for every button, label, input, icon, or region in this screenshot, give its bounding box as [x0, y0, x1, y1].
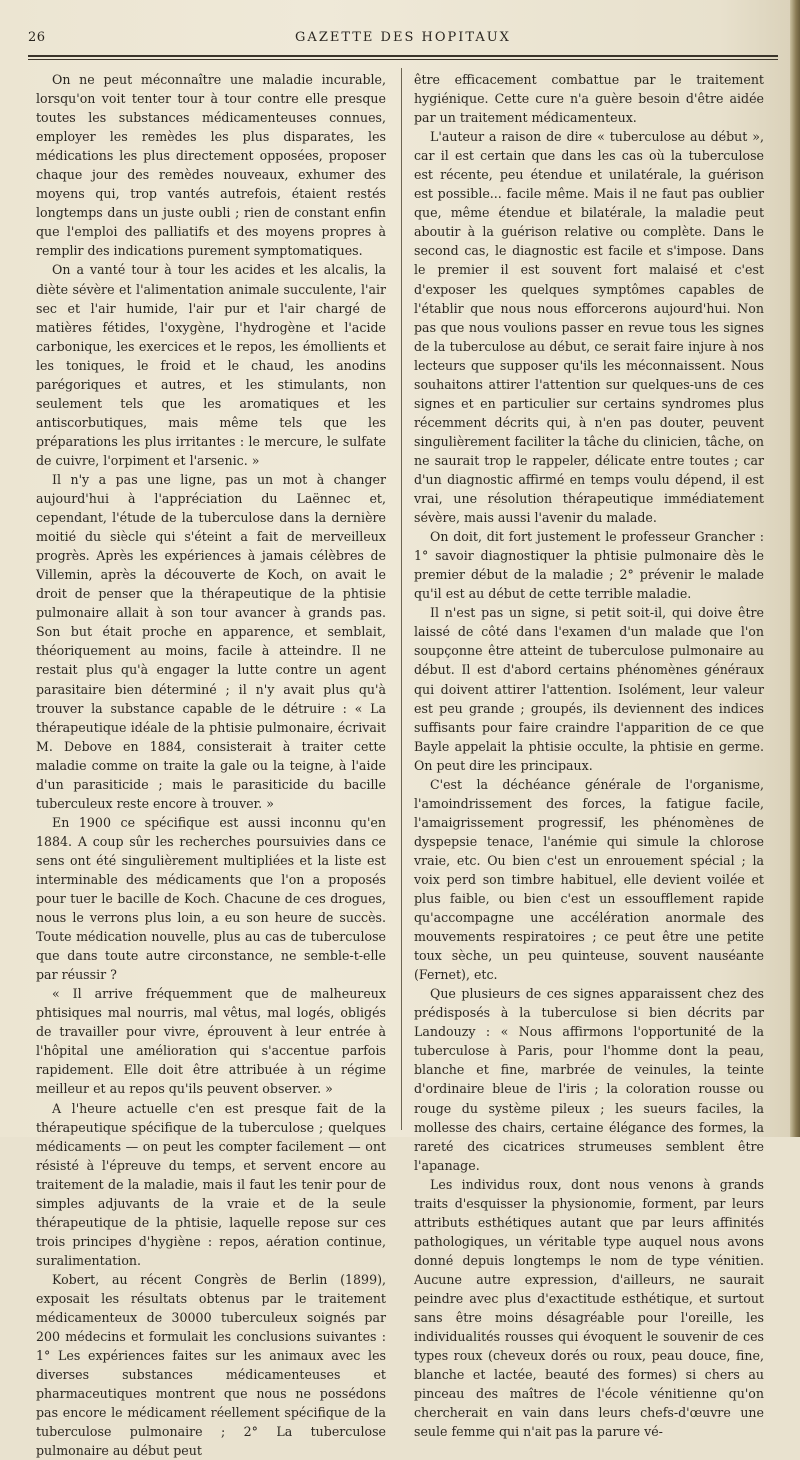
paragraph: « Il arrive fréquemment que de malheureux phtisiques mal nourris, mal vêtus, mal logés, obligés de travailler pour vivre, éprouvent à leur entrée à l'hôpital une amélioration qui s'accentue parfois rapidement. Elle doit être attribuée à un régime meilleur et au repos qu'ils peuvent observer. » — [36, 986, 386, 1097]
paragraph: En 1900 ce spécifique est aussi inconnu qu'en 1884. A coup sûr les recherches poursuivies dans ce sens ont été singulièrement multipliées et la liste est interminable des médicaments que l'on a proposés pour tuer le bacille de Koch. Chacune de ces drogues, nous le verrons plus loin, a eu son heure de succès. Toute médication nouvelle, plus au cas de tuberculose que dans toute autre circonstance, ne semble-t-elle par réussir ? — [36, 814, 386, 983]
paragraph: Il n'y a pas une ligne, pas un mot à changer aujourd'hui à l'appréciation du Laënnec et, cependant, l'étude de la tuberculose dans la dernière moitié du siècle qui s'éteint a fait de merveilleux progrès. Après les expériences à jamais célèbres de Villemin, après la découverte de Koch, on avait le droit de penser que la thérapeutique de la phtisie pulmonaire allait à son tour avancer à grands pas. Son but était proche en apparence, et semblait, théoriquement au moins, facile à atteindre. Il ne restait plus qu'à engager la lutte contre un agent parasitaire bien déterminé ; il n'y avait plus qu'à trouver la substance capable de le détruire : « La thérapeutique idéale de la phtisie pulmonaire, écrivait M. Debove en 1884, consisterait à traiter cette maladie comme on traite la gale ou la teigne, à l'aide d'un parasiticide ; mais le parasiticide du bacille tuberculeux reste encore à trouver. » — [36, 471, 386, 811]
header-rule-thick — [28, 55, 778, 57]
paragraph: Que plusieurs de ces signes apparaissent chez des prédisposés à la tuberculose si bien décrits par Landouzy : « Nous affirmons l'opportunité de la tuberculose à Paris, pour l'homme dont la peau, blanche et fine, marbrée de veinules, la teinte d'ordinaire bleue de l'iris ; la coloration rousse ou rouge du système pileux ; les sueurs faciles, la mollesse des chairs, certaine élégance des formes, la rareté des cicatrices strumeuses semblent être l'apanage. — [414, 986, 764, 1173]
header-rule-thin — [28, 59, 778, 60]
paragraph: Les individus roux, dont nous venons à grands traits d'esquisser la physionomie, forment, par leurs attributs esthétiques autant que par leurs affinités pathologiques, un véritable type auquel nous avons donné depuis longtemps le nom de type vénitien. Aucune autre expression, d'ailleurs, ne saurait peindre avec plus d'exactitude esthétique, et surtout sans être moins désagréable pour l'oreille, les individualités rousses qui évoquent le souvenir de ces types roux (cheveux dorés ou roux, peau douce, fine, blanche et lactée, beauté des formes) si chers au pinceau des maîtres de l'école vénitienne qu'on chercherait en vain dans leurs chefs-d'œuvre une seule femme qui n'ait pas la parure vé- — [414, 1176, 764, 1440]
page-header — [28, 30, 778, 52]
paragraph: On doit, dit fort justement le professeur Grancher : 1° savoir diagnostiquer la phtisie pulmonaire dès le premier début de la maladie ; 2° prévenir le malade qu'il est au début de cette terrible maladie. — [414, 529, 764, 602]
journal-title: GAZETTE DES HOPITAUX — [295, 30, 511, 45]
paragraph: Kobert, au récent Congrès de Berlin (1899), exposait les résultats obtenus par le traitement médicamenteux de 30000 tuberculeux soignés par 200 médecins et formulait les conclusions suivantes : 1° Les expériences faites sur les animaux avec les diverses substances médicamenteuses et pharmaceutiques montrent que nous ne possédons pas encore le médicament réellement spécifique de la tuberculose pulmonaire ; 2° La tuberculose pulmonaire au début peut — [36, 1271, 386, 1459]
paragraph: Il n'est pas un signe, si petit soit-il, qui doive être laissé de côté dans l'examen d'un malade que l'on soupçonne être atteint de tuberculose pulmonaire au début. Il est d'abord certains phénomènes généraux qui doivent attirer l'attention. Isolément, leur valeur est peu grande ; groupés, ils deviennent des indices suffisants pour faire craindre l'apparition de ce que Bayle appelait la phtisie occulte, la phtisie en germe. On peut dire les principaux. — [414, 605, 764, 773]
left-column — [36, 70, 386, 1460]
paragraph: L'auteur a raison de dire « tuberculose au début », car il est certain que dans les cas où la tuberculose est récente, peu étendue et unilatérale, la guérison est possible... facile même. Mais il ne faut pas oublier que, même étendue et bilatérale, la maladie peut aboutir à la guérison relative ou complète. Dans le second cas, le diagnostic est facile et s'impose. Dans le premier il est souvent fort malaisé et c'est d'exposer les quelques symptômes capables de l'établir que nous nous efforcerons aujourd'hui. Non pas que nous voulions passer en revue tous les signes de la tuberculose au début, ce serait faire injure à nos lecteurs que supposer qu'ils les méconnaissent. Nous souhaitons attirer l'attention sur quelques-uns de ces signes et en particulier sur certains syndromes plus récemment décrits qui, à n'en pas douter, peuvent singulièrement faciliter la tâche du clinicien, tâche, on ne saurait trop le rappeler, délicate entre toutes ; car d'un diagnostic affirmé en temps voulu dépend, il est vrai, une résolution thérapeutique immédiatement sévère, mais aussi l'avenir du malade. — [414, 129, 764, 526]
page-number: 26 — [28, 30, 46, 45]
column-divider — [401, 68, 402, 1130]
paragraph: On a vanté tour à tour les acides et les alcalis, la diète sévère et l'alimentation animale succulente, l'air sec et l'air humide, l'air pur et l'air chargé de matières fétides, l'oxygène, l'hydrogène et l'acide carbonique, les exercices et le repos, les émollients et les toniques, le froid et le chaud, les anodins parégoriques et autres, et les stimulants, non seulement tels que les aromatiques et les antiscorbutiques, mais même tels que les préparations les plus irritantes : le mercure, le sulfate de cuivre, l'orpiment et l'arsenic. » — [36, 262, 386, 468]
paragraph: être efficacement combattue par le traitement hygiénique. Cette cure n'a guère besoin d'être aidée par un traitement médicamenteux. — [414, 72, 764, 126]
paragraph: C'est la déchéance générale de l'organisme, l'amoindrissement des forces, la fatigue facile, l'amaigrissement progressif, les phénomènes de dyspepsie tenace, l'anémie qui simule la chlorose vraie, etc. Ou bien c'est un enrouement spécial ; la voix perd son timbre habituel, elle devient voilée et plus faible, ou bien c'est un essoufflement rapide qu'accompagne une accélération anormale des mouvements respiratoires ; ce peut être une petite toux sèche, un peu quinteuse, souvent nauséante (Fernet), etc. — [414, 776, 764, 983]
page-binding-edge — [790, 0, 800, 1137]
paragraph: On ne peut méconnaître une maladie incurable, lorsqu'on voit tenter tour à tour contre elle presque toutes les substances médicamenteuses connues, employer les remèdes les plus disparates, les médications les plus directement opposées, proposer chaque jour des remèdes nouveaux, exhumer des moyens qui, trop vantés autrefois, étaient restés longtemps dans un juste oubli ; rien de constant enfin que l'emploi des palliatifs et des moyens propres à remplir des indications purement symptomatiques. — [36, 72, 386, 259]
right-column — [414, 70, 764, 1441]
paragraph: A l'heure actuelle c'en est presque fait de la thérapeutique spécifique de la tuberculose ; quelques médicaments — on peut les compter facilement — ont résisté à l'épreuve du temps, et servent encore au traitement de la maladie, mais il faut les tenir pour de simples adjuvants de la vraie et de la seule thérapeutique de la phtisie, laquelle repose sur ces trois principes d'hygiène : repos, aération continue, suralimentation. — [36, 1100, 386, 1268]
